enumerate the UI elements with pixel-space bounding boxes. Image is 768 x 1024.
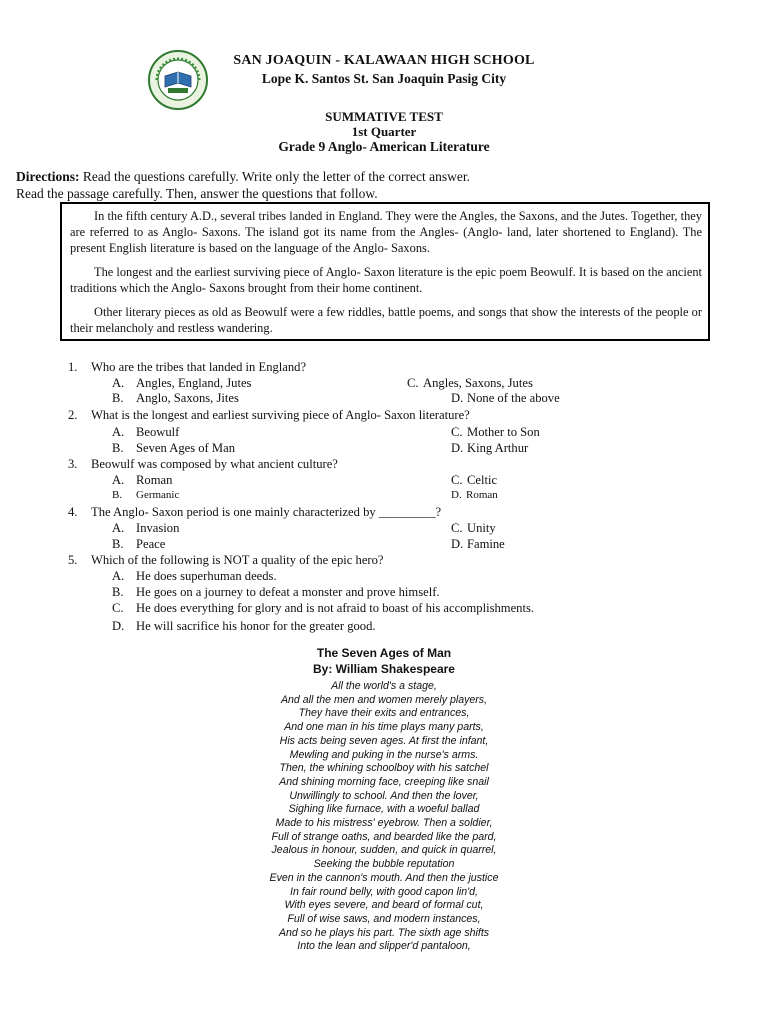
poem-line: Then, the whining schoolboy with his satchel <box>279 762 489 775</box>
option-text: He will sacrifice his honor for the greater good. <box>136 619 376 633</box>
option-letter: D. <box>451 489 462 501</box>
option-letter: B. <box>112 441 124 455</box>
poem-line: And shining morning face, creeping like snail <box>279 775 489 788</box>
option-text: He goes on a journey to defeat a monster and prove himself. <box>136 585 440 599</box>
passage-paragraph: The longest and the earliest surviving piece of Anglo- Saxon literature is the epic poem Beowulf. It is based on the ancient traditions which the Anglo- Saxons brought from their home continent. <box>70 265 702 295</box>
option-text: None of the above <box>467 391 560 405</box>
option-text: Anglo, Saxons, Jites <box>136 391 239 405</box>
option-letter: C. <box>407 376 419 390</box>
poem-line: Seeking the bubble reputation <box>313 858 455 871</box>
poem-line: Even in the cannon's mouth. And then the justice <box>269 871 499 884</box>
poem-line: They have their exits and entrances, <box>298 707 470 720</box>
option-letter: D. <box>451 391 464 405</box>
option-text: Unity <box>467 521 496 535</box>
question-number: 3. <box>68 457 78 471</box>
question-text: The Anglo- Saxon period is one mainly characterized by _________? <box>91 505 442 519</box>
test-title: SUMMATIVE TEST <box>325 109 443 124</box>
school-name: SAN JOAQUIN - KALAWAAN HIGH SCHOOL <box>233 53 535 68</box>
poem-line: Sighing like furnace, with a woeful ballad <box>288 803 480 816</box>
option-letter: C. <box>451 521 463 535</box>
poem-line: Full of strange oaths, and bearded like the pard, <box>271 830 497 843</box>
option-letter: A. <box>112 521 125 535</box>
option-text: Invasion <box>136 521 180 535</box>
poem-line: And so he plays his part. The sixth age shifts <box>278 926 490 939</box>
question-text: Which of the following is NOT a quality of the epic hero? <box>91 553 384 567</box>
school-address: Lope K. Santos St. San Joaquin Pasig City <box>261 71 507 86</box>
poem-line: Into the lean and slipper'd pantaloon, <box>297 940 471 953</box>
option-text: Angles, Saxons, Jutes <box>423 376 533 390</box>
question-number: 1. <box>68 360 78 374</box>
poem-line: Mewling and puking in the nurse's arms. <box>289 748 479 761</box>
poem-line: His acts being seven ages. At first the infant, <box>279 734 489 747</box>
passage-paragraph: In the fifth century A.D., several tribes landed in England. They were the Angles, the Saxons, and the Jutes. Together, they are referred to as Anglo- Saxons. The island got its name from the Angles- (Anglo- land, later shortened to England). The present English literature is based on the language of the Anglo- Saxons. <box>70 209 702 255</box>
option-text: He does everything for glory and is not afraid to boast of his accomplishments. <box>136 601 535 615</box>
option-letter: C. <box>112 601 124 615</box>
poem-line: Made to his mistress' eyebrow. Then a soldier, <box>275 817 493 830</box>
option-letter: C. <box>451 473 463 487</box>
poem-title: The Seven Ages of Man <box>316 646 452 660</box>
option-text: Seven Ages of Man <box>136 441 235 455</box>
option-letter: A. <box>112 376 125 390</box>
poem-line: In fair round belly, with good capon lin'd, <box>290 885 478 898</box>
subject-label: Grade 9 Anglo- American Literature <box>278 139 490 154</box>
passage-instruction: Read the passage carefully. Then, answer the questions that follow. <box>16 186 378 201</box>
passage-paragraph: Other literary pieces as old as Beowulf were a few riddles, battle poems, and songs that show the interests of the people or their melancholy and restless wandering. <box>70 305 702 335</box>
poem-line: All the world's a stage, <box>331 680 437 692</box>
poem-line: Full of wise saws, and modern instances, <box>287 912 481 925</box>
option-text: Peace <box>136 537 166 551</box>
quarter-label: 1st Quarter <box>351 124 417 139</box>
question-text: What is the longest and earliest surviving piece of Anglo- Saxon literature? <box>91 408 470 422</box>
option-letter: A. <box>112 425 125 439</box>
option-text: He does superhuman deeds. <box>136 569 277 583</box>
option-text: Angles, England, Jutes <box>136 376 252 390</box>
reading-passage <box>60 202 710 341</box>
question-number: 2. <box>68 408 78 422</box>
directions-text: Read the questions carefully. Write only the letter of the correct answer. <box>79 169 470 184</box>
question-number: 5. <box>68 553 78 567</box>
option-letter: B. <box>112 537 124 551</box>
poem-line: Unwillingly to school. And then the lover, <box>289 789 479 802</box>
poem-line: Jealous in honour, sudden, and quick in quarrel, <box>271 844 497 857</box>
option-letter: A. <box>112 569 125 583</box>
question-text: Who are the tribes that landed in England? <box>91 360 307 374</box>
poem-author: By: William Shakespeare <box>313 662 455 676</box>
option-letter: B. <box>112 585 124 599</box>
option-text: Beowulf <box>136 425 180 439</box>
poem-line: And all the men and women merely players, <box>280 693 488 706</box>
directions-label: Directions: <box>16 169 80 184</box>
option-text: Roman <box>136 473 173 487</box>
option-letter: D. <box>451 537 464 551</box>
poem-line: And one man in his time plays many parts, <box>284 721 484 734</box>
option-letter: C. <box>451 425 463 439</box>
directions <box>16 169 470 185</box>
option-text: Roman <box>466 489 498 501</box>
option-text: King Arthur <box>467 441 529 455</box>
question-text: Beowulf was composed by what ancient culture? <box>91 457 338 471</box>
option-letter: A. <box>112 473 125 487</box>
option-letter: D. <box>112 619 125 633</box>
question-number: 4. <box>68 505 78 519</box>
option-text: Germanic <box>136 489 180 501</box>
option-letter: D. <box>451 441 464 455</box>
option-text: Famine <box>467 537 505 551</box>
option-text: Mother to Son <box>467 425 540 439</box>
option-text: Celtic <box>467 473 498 487</box>
option-letter: B. <box>112 391 124 405</box>
option-letter: B. <box>112 489 123 501</box>
poem-line: With eyes severe, and beard of formal cut, <box>284 899 484 912</box>
poem-lines <box>0 680 768 954</box>
